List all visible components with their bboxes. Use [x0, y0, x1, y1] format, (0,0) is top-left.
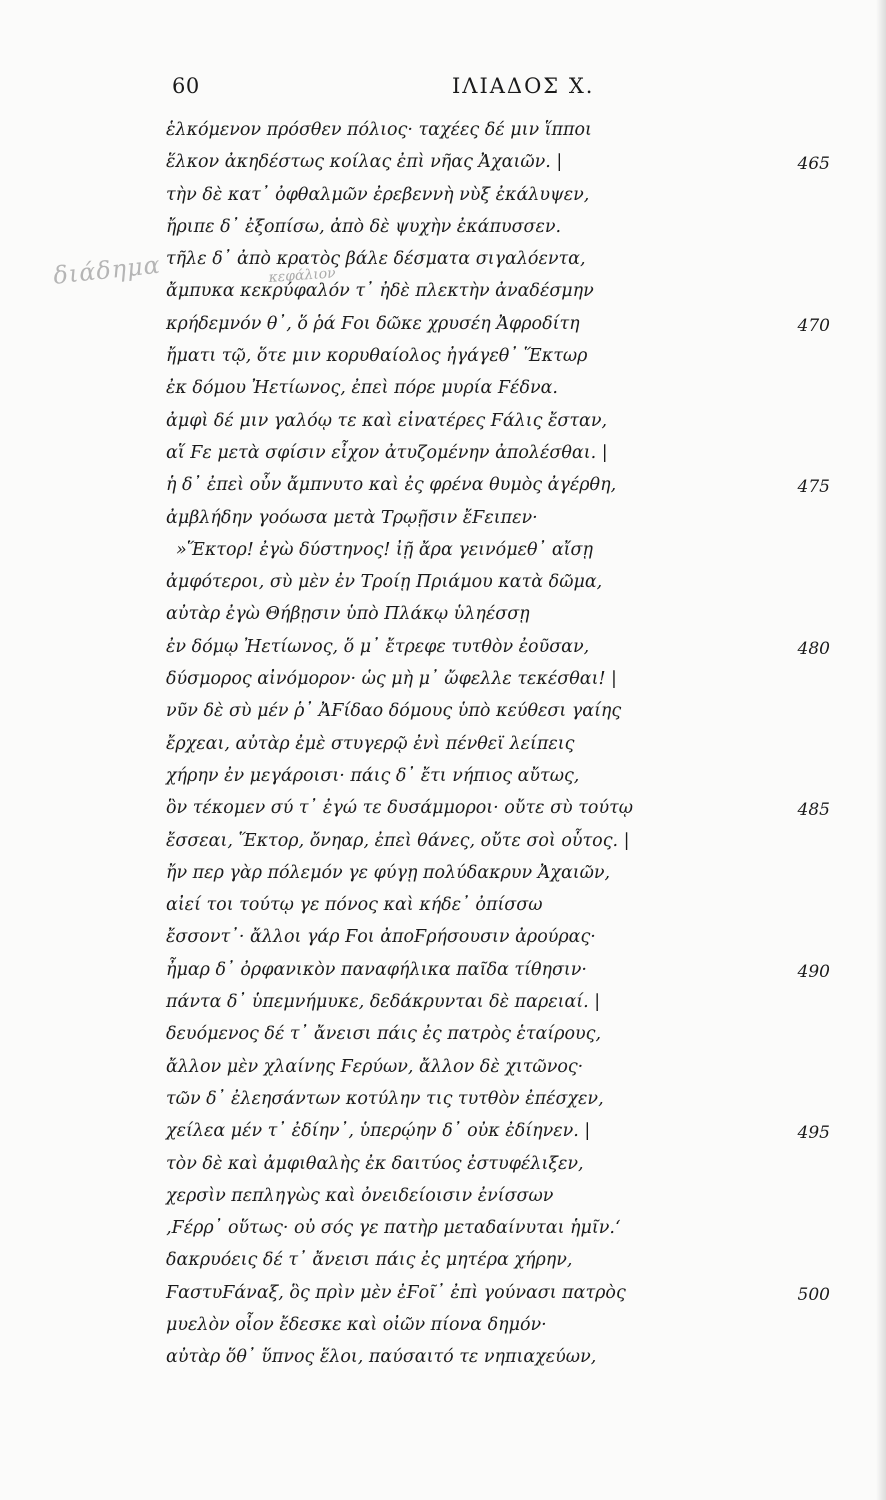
- verse-line: [0, 1020, 886, 1052]
- verse-line: [0, 762, 886, 794]
- verse-line: [0, 891, 886, 923]
- verse-text: πάντα δ᾽ ὑπεμνήμυκε, δεδάκρυνται δὲ παρειαί. |: [166, 992, 601, 1013]
- verse-line: [0, 730, 886, 762]
- verse-text: χήρην ἐν μεγάροισι· πάις δ᾽ ἔτι νήπιος αὔτως,: [166, 765, 580, 786]
- verse-text: ἀμφὶ δέ μιν γαλόῳ τε καὶ εἰνατέρες Ϝάλις ἔσταν,: [166, 410, 608, 431]
- verse-line: [0, 342, 886, 374]
- verse-line: [0, 988, 886, 1020]
- verse-text: ἤματι τῷ, ὅτε μιν κορυθαίολος ἠγάγεθ᾽ Ἕκτωρ: [166, 346, 588, 367]
- verse-line: [0, 245, 886, 277]
- verse-line: [0, 665, 886, 697]
- verse-line: [0, 374, 886, 406]
- verse-line: [0, 439, 886, 471]
- verse-line: [0, 1214, 886, 1246]
- verse-line: [0, 536, 886, 568]
- verse-text: »Ἕκτορ! ἐγὼ δύστηνος! ἰῇ ἄρα γεινόμεθ᾽ αἴσῃ: [176, 539, 593, 560]
- verse-line: [0, 1343, 886, 1375]
- verse-text: τῶν δ᾽ ἐλεησάντων κοτύλην τις τυτθὸν ἐπέσχεν,: [166, 1088, 604, 1109]
- verse-line: [0, 148, 886, 180]
- verse-text: αἰεί τοι τούτῳ γε πόνος καὶ κήδε᾽ ὀπίσσω: [166, 895, 543, 916]
- verse-text: νῦν δὲ σὺ μέν ῥ᾽ ἈϜίδαο δόμους ὑπὸ κεύθεσι γαίης: [166, 701, 622, 722]
- verse-text: κρήδεμνόν θ᾽, ὅ ῥά Ϝοι δῶκε χρυσέη Ἀφροδίτη: [166, 313, 580, 334]
- verse-number: 490: [797, 961, 830, 982]
- verse-text: τὸν δὲ καὶ ἀμφιθαλὴς ἐκ δαιτύος ἐστυφέλιξεν,: [166, 1153, 584, 1174]
- running-title: ΙΛΙΑΔΟΣ Χ.: [452, 74, 595, 98]
- verse-line: [0, 859, 886, 891]
- verse-text: δακρυόεις δέ τ᾽ ἄνεισι πάις ἐς μητέρα χήρην,: [166, 1250, 573, 1271]
- verse-number: 465: [797, 154, 830, 175]
- verse-line: [0, 407, 886, 439]
- verse-line: [0, 1085, 886, 1117]
- page-number: 60: [172, 74, 200, 98]
- verse-line: [0, 1246, 886, 1278]
- verse-line: [0, 956, 886, 988]
- verse-line: [0, 633, 886, 665]
- verse-text: ἐν δόμῳ Ἠετίωνος, ὅ μ᾽ ἔτρεφε τυτθὸν ἐοῦσαν,: [166, 636, 590, 657]
- verse-number: 500: [797, 1284, 830, 1305]
- verse-line: [0, 1150, 886, 1182]
- verse-number: 475: [797, 477, 830, 498]
- verse-line: [0, 600, 886, 632]
- verse-text: χείλεα μέν τ᾽ ἐδίην᾽, ὑπερῴην δ᾽ οὐκ ἐδίηνεν. |: [166, 1121, 591, 1142]
- verse-text: τὴν δὲ κατ᾽ ὀφθαλμῶν ἐρεβεννὴ νὺξ ἐκάλυψεν,: [166, 184, 590, 205]
- verse-line: [0, 1117, 886, 1149]
- verse-line: [0, 1279, 886, 1311]
- verse-text: ‚Ϝέρρ᾽ οὕτως· οὐ σός γε πατὴρ μεταδαίνυται ἡμῖν.‘: [166, 1218, 621, 1239]
- verse-line: [0, 568, 886, 600]
- verse-text: ἔσσοντ᾽· ἄλλοι γάρ Ϝοι ἀποϜρήσουσιν ἀρούρας·: [166, 927, 596, 948]
- verse-number: 470: [797, 315, 830, 336]
- page-edge-shadow: [876, 0, 886, 1500]
- verse-text: ἐκ δόμου Ἠετίωνος, ἐπεὶ πόρε μυρία Ϝέδνα.: [166, 378, 558, 399]
- verse-text: ἄμπυκα κεκρύφαλόν τ᾽ ἠδὲ πλεκτὴν ἀναδέσμην: [166, 281, 594, 302]
- handwritten-interlinear-note: κεφάλιον: [268, 265, 337, 286]
- verse-line: [0, 310, 886, 342]
- verse-text: δύσμορος αἰνόμορον· ὡς μὴ μ᾽ ὤφελλε τεκέσθαι! |: [166, 669, 617, 690]
- verse-line: [0, 827, 886, 859]
- verse-line: [0, 697, 886, 729]
- verse-text: τῆλε δ᾽ ἀπὸ κρατὸς βάλε δέσματα σιγαλόεντα,: [166, 249, 586, 270]
- verse-text: ϜαστυϜάναξ, ὃς πρὶν μὲν ἐϜοῖ᾽ ἐπὶ γούνασι πατρὸς: [166, 1282, 626, 1303]
- handwritten-margin-note: διάδημα: [52, 250, 163, 290]
- verse-line: [0, 1311, 886, 1343]
- page-header: [0, 74, 886, 104]
- verse-text: δευόμενος δέ τ᾽ ἄνεισι πάις ἐς πατρὸς ἑταίρους,: [166, 1024, 602, 1045]
- verse-line: [0, 1182, 886, 1214]
- verse-number: 495: [797, 1123, 830, 1144]
- verse-text: αὐτὰρ ἐγὼ Θήβῃσιν ὑπὸ Πλάκῳ ὑληέσσῃ: [166, 604, 530, 625]
- verse-text: ἔσσεαι, Ἕκτορ, ὄνηαρ, ἐπεὶ θάνες, οὔτε σοὶ οὗτος. |: [166, 830, 630, 851]
- verse-text: ἤν περ γὰρ πόλεμόν γε φύγῃ πολύδακρυν Ἀχαιῶν,: [166, 862, 611, 883]
- verse-line: [0, 923, 886, 955]
- verse-text: ἀμφότεροι, σὺ μὲν ἐν Τροίῃ Πριάμου κατὰ δῶμα,: [166, 572, 603, 593]
- verse-line: [0, 471, 886, 503]
- verse-number: 480: [797, 638, 830, 659]
- verse-text: ἕλκον ἀκηδέστως κοίλας ἐπὶ νῆας Ἀχαιῶν. |: [166, 152, 563, 173]
- verse-text: ἑλκόμενον πρόσθεν πόλιος· ταχέες δέ μιν ἵπποι: [166, 120, 592, 140]
- verse-line: [0, 504, 886, 536]
- verse-line: [0, 116, 886, 148]
- verse-text: ὃν τέκομεν σύ τ᾽ ἐγώ τε δυσάμμοροι· οὔτε σὺ τούτῳ: [166, 798, 634, 819]
- verse-number: 485: [797, 800, 830, 821]
- verse-block: [0, 116, 886, 1376]
- verse-text: χερσὶν πεπληγὼς καὶ ὀνειδείοισιν ἐνίσσων: [166, 1185, 554, 1206]
- verse-line: [0, 181, 886, 213]
- verse-text: ἦμαρ δ᾽ ὀρφανικὸν παναφήλικα παῖδα τίθησιν·: [166, 959, 587, 980]
- verse-text: ἤριπε δ᾽ ἐξοπίσω, ἀπὸ δὲ ψυχὴν ἐκάπυσσεν.: [166, 216, 562, 237]
- verse-text: ἀμβλήδην γοόωσα μετὰ Τρῳῇσιν ἔϜειπεν·: [166, 507, 538, 528]
- verse-line: [0, 1053, 886, 1085]
- verse-line: [0, 277, 886, 309]
- verse-text: ἔρχεαι, αὐτὰρ ἐμὲ στυγερῷ ἐνὶ πένθεϊ λείπεις: [166, 733, 575, 754]
- verse-line: [0, 213, 886, 245]
- verse-text: ἡ δ᾽ ἐπεὶ οὖν ἄμπνυτο καὶ ἐς φρένα θυμὸς ἀγέρθη,: [166, 475, 617, 496]
- verse-text: μυελὸν οἶον ἔδεσκε καὶ οἰῶν πίονα δημόν·: [166, 1314, 547, 1335]
- verse-text: αἵ Ϝε μετὰ σφίσιν εἶχον ἀτυζομένην ἀπολέσθαι. |: [166, 442, 608, 463]
- verse-line: [0, 794, 886, 826]
- verse-text: ἄλλον μὲν χλαίνης Ϝερύων, ἄλλον δὲ χιτῶνος·: [166, 1056, 584, 1077]
- verse-text: αὐτὰρ ὅθ᾽ ὕπνος ἕλοι, παύσαιτό τε νηπιαχεύων,: [166, 1347, 597, 1368]
